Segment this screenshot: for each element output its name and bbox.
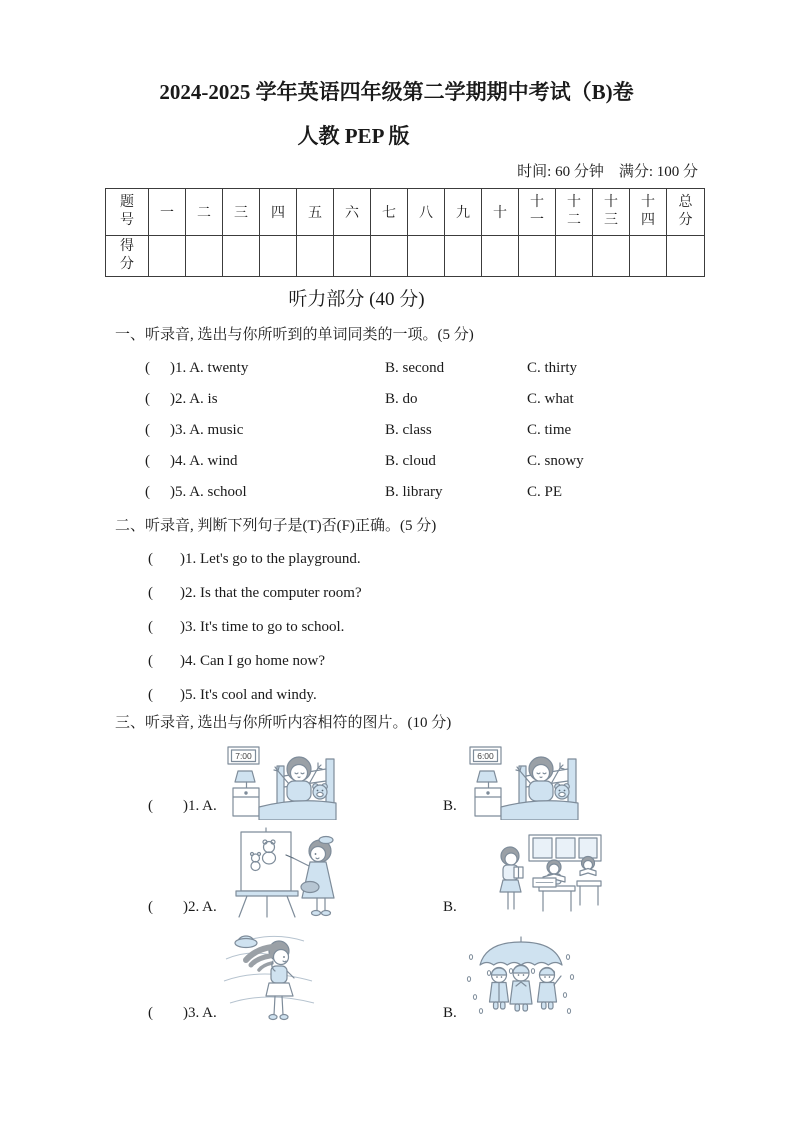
option-c: C. what bbox=[527, 391, 574, 407]
score-col-header: 六 bbox=[334, 189, 371, 236]
option-b: B. do bbox=[385, 391, 418, 407]
score-table-header-row bbox=[106, 189, 705, 236]
option-label: ( )3. A. bbox=[148, 1005, 217, 1021]
q1-stem: 一、听录音, 选出与你所听到的单词同类的一项。(5 分) bbox=[115, 327, 474, 343]
sentence-text: )4. Can I go home now? bbox=[180, 653, 325, 669]
rainy-illustration bbox=[465, 935, 577, 1021]
wake-up-7am-illustration bbox=[225, 744, 337, 820]
score-cell bbox=[260, 236, 297, 277]
score-col-header: 七 bbox=[371, 189, 408, 236]
score-col-header: 十二 bbox=[556, 189, 593, 236]
score-table-score-row bbox=[106, 236, 705, 277]
score-cell bbox=[593, 236, 630, 277]
score-cell bbox=[223, 236, 260, 277]
page-title: 2024-2025 学年英语四年级第二学期期中考试（B)卷 bbox=[159, 80, 634, 104]
sentence-item bbox=[148, 651, 793, 671]
picture-2a-girl-painting bbox=[225, 827, 351, 919]
option-row bbox=[145, 420, 793, 440]
section-title-listening: 听力部分 (40 分) bbox=[288, 289, 425, 310]
paren-mark: ( bbox=[145, 484, 150, 500]
paren-mark: ( bbox=[148, 585, 153, 601]
paren-mark: ( bbox=[145, 453, 150, 469]
option-b: B. second bbox=[385, 360, 445, 376]
score-col-header: 一 bbox=[149, 189, 186, 236]
option-row bbox=[145, 358, 793, 378]
sentence-text: )5. It's cool and windy. bbox=[180, 687, 317, 703]
b-label: B. bbox=[443, 899, 457, 915]
windy-illustration bbox=[222, 929, 318, 1025]
score-table-corner: 题号 bbox=[106, 189, 149, 236]
option-c: C. PE bbox=[527, 484, 563, 500]
option-c: C. snowy bbox=[527, 453, 584, 469]
option-a: )4. A. wind bbox=[170, 453, 238, 469]
score-cell-total bbox=[667, 236, 705, 277]
score-cell bbox=[445, 236, 482, 277]
picture-3a-windy-girl bbox=[222, 929, 318, 1025]
score-cell bbox=[371, 236, 408, 277]
score-cell bbox=[186, 236, 223, 277]
sentence-item bbox=[148, 617, 793, 637]
b-label: B. bbox=[443, 798, 457, 814]
picture-3b-rainy-kids bbox=[465, 935, 577, 1021]
score-col-header: 十一 bbox=[519, 189, 556, 236]
score-cell bbox=[149, 236, 186, 277]
option-a: )5. A. school bbox=[170, 484, 247, 500]
paren-mark: ( bbox=[145, 422, 150, 438]
wake-up-6am-illustration bbox=[467, 744, 579, 820]
option-row bbox=[145, 389, 793, 409]
score-cell bbox=[297, 236, 334, 277]
score-col-header: 五 bbox=[297, 189, 334, 236]
option-a: )1. A. twenty bbox=[170, 360, 249, 376]
page-subtitle: 人教 PEP 版 bbox=[297, 124, 410, 148]
paren-mark: ( bbox=[148, 619, 153, 635]
sentence-text: )1. Let's go to the playground. bbox=[180, 551, 361, 567]
q2-stem: 二、听录音, 判断下列句子是(T)否(F)正确。(5 分) bbox=[115, 518, 437, 534]
option-b: B. cloud bbox=[385, 453, 436, 469]
score-cell bbox=[630, 236, 667, 277]
score-col-header: 十 bbox=[482, 189, 519, 236]
sentence-item bbox=[148, 685, 793, 705]
score-col-header: 十四 bbox=[630, 189, 667, 236]
paren-mark: ( bbox=[148, 653, 153, 669]
paren-mark: ( bbox=[145, 360, 150, 376]
score-col-header-total: 总分 bbox=[667, 189, 705, 236]
score-col-header: 三 bbox=[223, 189, 260, 236]
score-col-header: 九 bbox=[445, 189, 482, 236]
picture-row bbox=[0, 823, 793, 921]
score-col-header: 二 bbox=[186, 189, 223, 236]
picture-1b-girl-waking-6am bbox=[467, 744, 579, 820]
option-a: )2. A. is bbox=[170, 391, 218, 407]
picture-1a-girl-waking-7am bbox=[225, 744, 337, 820]
picture-2b-classroom bbox=[493, 833, 603, 915]
paren-mark: ( bbox=[145, 391, 150, 407]
option-label: ( )1. A. bbox=[148, 798, 217, 814]
option-row bbox=[145, 451, 793, 471]
score-cell bbox=[519, 236, 556, 277]
score-row-label: 得分 bbox=[106, 236, 149, 277]
option-b: B. library bbox=[385, 484, 443, 500]
option-c: C. time bbox=[527, 422, 572, 438]
option-label: ( )2. A. bbox=[148, 899, 217, 915]
option-b: B. class bbox=[385, 422, 432, 438]
score-cell bbox=[482, 236, 519, 277]
q3-stem: 三、听录音, 选出与你所听内容相符的图片。(10 分) bbox=[115, 715, 452, 731]
score-col-header: 十三 bbox=[593, 189, 630, 236]
option-row bbox=[145, 482, 793, 502]
score-col-header: 四 bbox=[260, 189, 297, 236]
clock-text: 6:00 bbox=[477, 751, 494, 761]
q1-options bbox=[0, 358, 793, 502]
score-cell bbox=[556, 236, 593, 277]
score-table bbox=[105, 188, 705, 277]
paren-mark: ( bbox=[148, 551, 153, 567]
paren-mark: ( bbox=[148, 687, 153, 703]
painting-illustration bbox=[225, 827, 351, 919]
b-label: B. bbox=[443, 1005, 457, 1021]
picture-row bbox=[0, 740, 793, 820]
sentence-text: )2. Is that the computer room? bbox=[180, 585, 362, 601]
clock-text: 7:00 bbox=[235, 751, 252, 761]
sentence-text: )3. It's time to go to school. bbox=[180, 619, 345, 635]
sentence-item bbox=[148, 549, 793, 569]
exam-meta: 时间: 60 分钟 满分: 100 分 bbox=[517, 164, 698, 180]
classroom-illustration bbox=[493, 833, 603, 915]
picture-row bbox=[0, 925, 793, 1027]
q2-items bbox=[0, 549, 793, 705]
option-a: )3. A. music bbox=[170, 422, 244, 438]
score-cell bbox=[408, 236, 445, 277]
option-c: C. thirty bbox=[527, 360, 578, 376]
score-col-header: 八 bbox=[408, 189, 445, 236]
score-cell bbox=[334, 236, 371, 277]
sentence-item bbox=[148, 583, 793, 603]
